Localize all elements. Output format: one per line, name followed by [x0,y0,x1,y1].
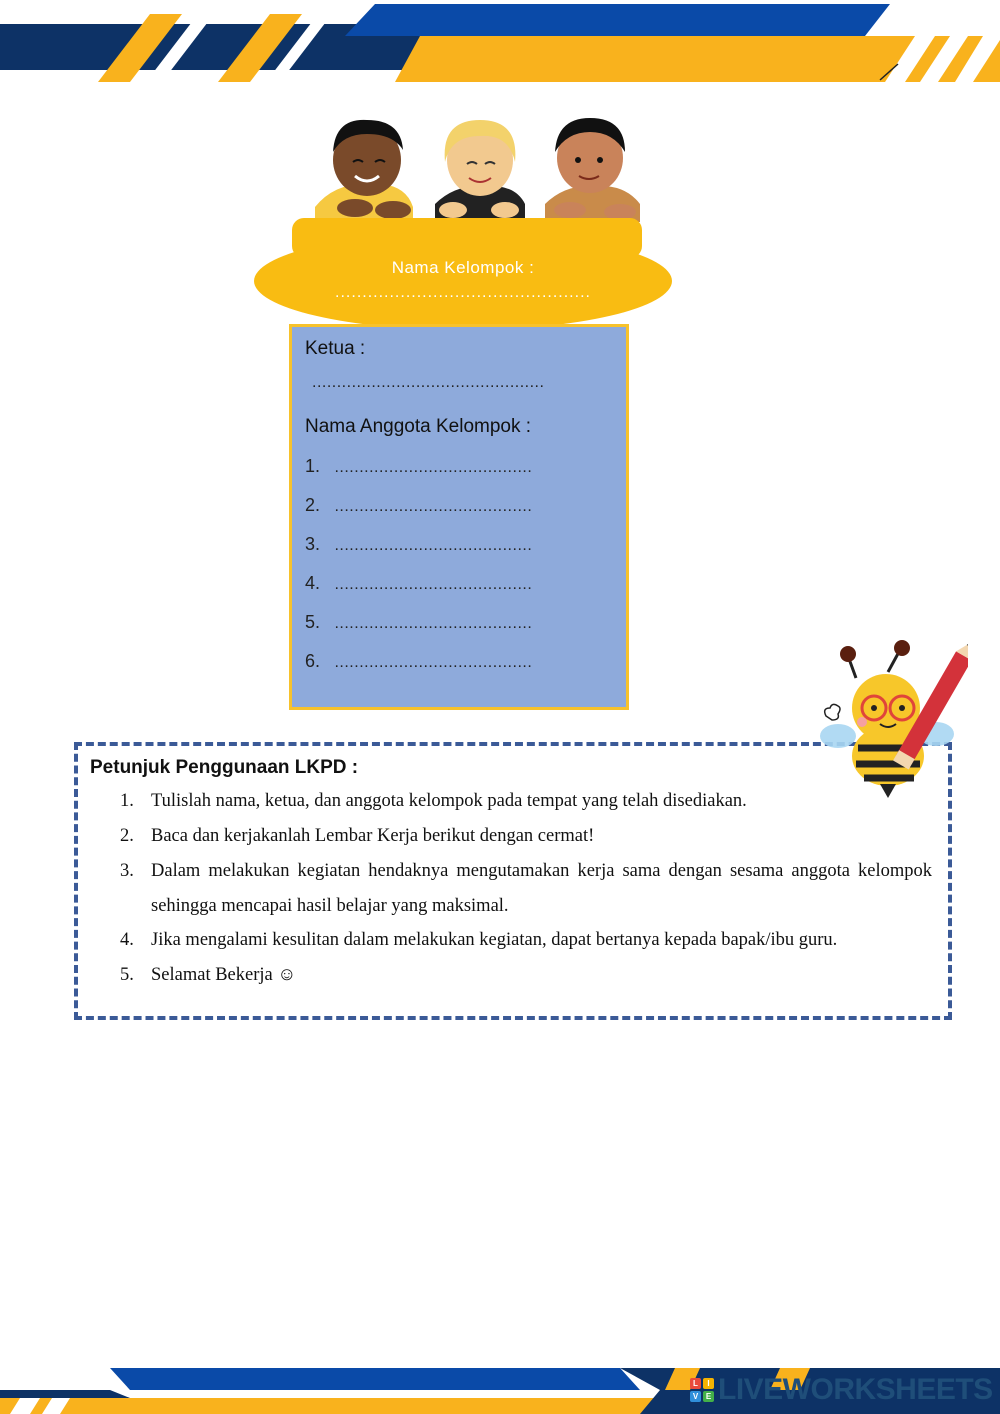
member-number: 6. [305,651,321,671]
member-number: 2. [305,495,321,515]
instruction-item [120,819,932,854]
instruction-number: 3. [120,861,134,881]
logo-text: LIVEWORKSHEETS [718,1373,993,1406]
member-number: 1. [305,456,321,476]
instruction-number: 5. [120,965,134,985]
group-name-banner [254,232,672,330]
instruction-item [120,958,932,993]
instruction-item [120,923,932,958]
instruction-item [120,784,932,819]
instruction-item [120,854,932,924]
member-number: 4. [305,573,321,593]
member-field[interactable]: ........................................ [334,498,533,515]
member-field[interactable]: ........................................ [334,537,533,554]
instructions-title: Petunjuk Penggunaan LKPD : [90,757,359,778]
logo-letter: I [703,1378,714,1389]
instruction-text: Tulislah nama, ketua, dan anggota kelompok pada tempat yang telah disediakan. [151,791,747,811]
instruction-number: 1. [120,791,134,811]
liveworksheets-logo[interactable] [690,1374,993,1406]
instruction-text: Dalam melakukan kegiatan hendaknya mengutamakan kerja sama dengan sesama anggota kelompok sehingga mencapai hasil belajar yang maksimal. [151,861,932,916]
member-field[interactable]: ........................................ [334,459,533,476]
leader-label: Ketua : [305,338,366,359]
logo-letter: E [703,1391,714,1402]
instruction-number: 4. [120,930,134,950]
member-row[interactable] [305,612,615,633]
logo-letter: V [690,1391,701,1402]
member-number: 3. [305,534,321,554]
group-name-label: Nama Kelompok : [391,258,535,277]
member-field[interactable]: ........................................ [334,576,533,593]
instruction-number: 2. [120,826,134,846]
top-decorative-banner [0,0,1000,90]
member-row[interactable] [305,573,615,594]
member-field[interactable]: ........................................ [334,654,533,671]
member-number: 5. [305,612,321,632]
instruction-text: Jika mengalami kesulitan dalam melakukan kegiatan, dapat bertanya kepada bapak/ibu guru. [151,930,838,950]
instruction-text: Baca dan kerjakanlah Lembar Kerja berikut dengan cermat! [151,826,595,846]
leader-field[interactable]: ............................................... [312,374,545,391]
bee-with-pencil-icon [818,636,968,801]
member-row[interactable] [305,534,615,555]
liveworksheets-logo-icon [690,1378,714,1402]
member-row[interactable] [305,495,615,516]
members-label: Nama Anggota Kelompok : [305,416,532,437]
instruction-text: Selamat Bekerja ☺ [151,965,297,985]
member-row[interactable] [305,651,615,672]
member-field[interactable]: ........................................ [334,615,533,632]
logo-letter: L [690,1378,701,1389]
member-row[interactable] [305,456,615,477]
group-name-field[interactable]: ............................................... [335,284,591,301]
